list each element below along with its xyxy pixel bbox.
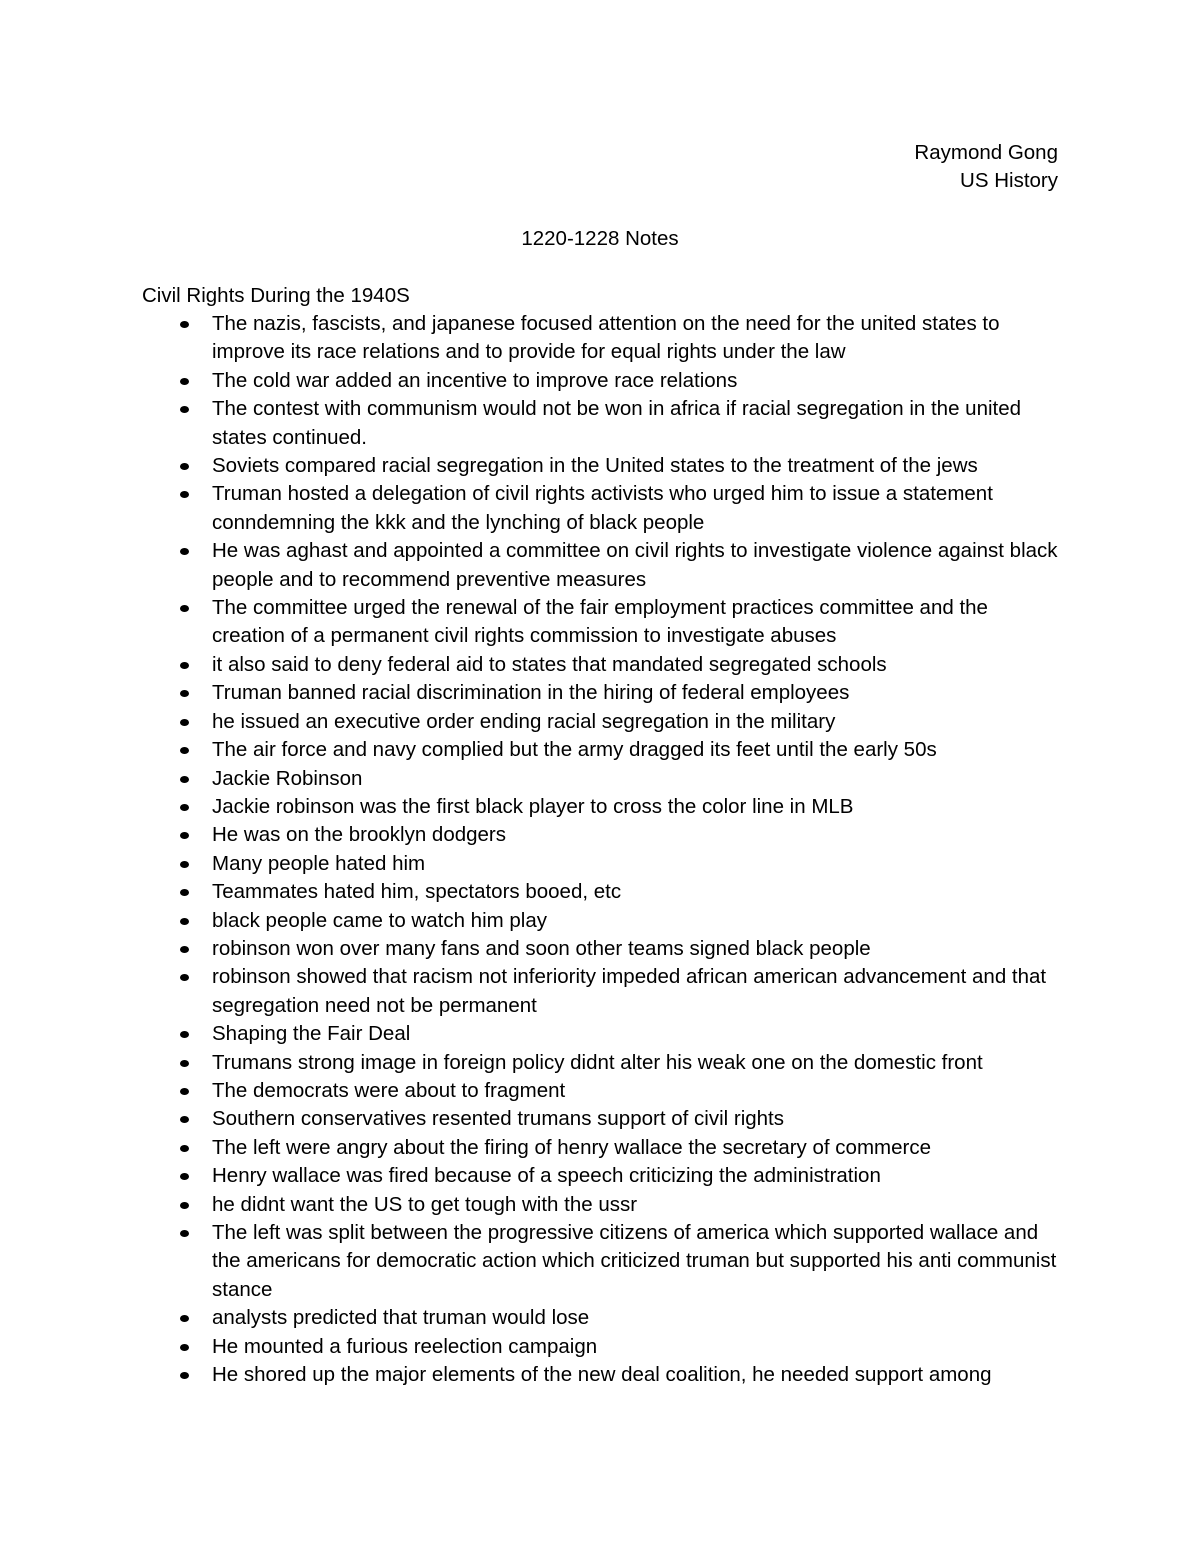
list-item xyxy=(212,935,1062,963)
list-item-text: Teammates hated him, spectators booed, etc xyxy=(212,880,622,904)
list-item-text: he didnt want the US to get tough with the ussr xyxy=(212,1192,638,1216)
bullet-icon xyxy=(180,406,189,413)
list-item xyxy=(212,963,1062,1020)
list-item-text: The left were angry about the firing of henry wallace the secretary of commerce xyxy=(212,1135,931,1159)
list-item xyxy=(212,736,1062,764)
list-item xyxy=(212,1049,1062,1077)
bullet-icon xyxy=(180,378,189,385)
bullet-icon xyxy=(180,548,189,555)
list-item-text: The committee urged the renewal of the fair employment practices committee and the creation of a permanent civil rights commission to investigate abuses xyxy=(212,596,988,648)
list-item-text: He was on the brooklyn dodgers xyxy=(212,823,507,847)
list-item xyxy=(212,1134,1062,1162)
list-item-text: The democrats were about to fragment xyxy=(212,1078,566,1102)
bullet-icon xyxy=(180,747,189,754)
list-item xyxy=(212,452,1062,480)
course-name: US History xyxy=(960,169,1058,193)
list-item xyxy=(212,1333,1062,1361)
list-item xyxy=(212,1105,1062,1133)
list-item-text: Jackie robinson was the first black player to cross the color line in MLB xyxy=(212,794,854,818)
list-item-text: The nazis, fascists, and japanese focused attention on the need for the united states to improve its race relations and to provide for equal rights under the law xyxy=(212,312,1000,364)
bullet-icon xyxy=(180,690,189,697)
list-item-text: Trumans strong image in foreign policy didnt alter his weak one on the domestic front xyxy=(212,1050,983,1074)
list-item xyxy=(212,1077,1062,1105)
bullet-icon xyxy=(180,1031,189,1038)
bullet-icon xyxy=(180,1202,189,1209)
bullet-icon xyxy=(180,1060,189,1067)
list-item-text: The air force and navy complied but the army dragged its feet until the early 50s xyxy=(212,738,937,762)
list-item xyxy=(212,850,1062,878)
list-item xyxy=(212,480,1062,537)
list-item-text: Shaping the Fair Deal xyxy=(212,1022,411,1046)
bullet-icon xyxy=(180,946,189,953)
bullet-icon xyxy=(180,889,189,896)
list-item xyxy=(212,765,1062,793)
section-heading: Civil Rights During the 1940S xyxy=(142,284,410,307)
list-item-text: Soviets compared racial segregation in the United states to the treatment of the jews xyxy=(212,454,978,478)
list-item-text: Southern conservatives resented trumans support of civil rights xyxy=(212,1107,784,1131)
list-item-text: it also said to deny federal aid to states that mandated segregated schools xyxy=(212,652,887,676)
list-item-text: The cold war added an incentive to improve race relations xyxy=(212,368,738,392)
bullet-icon xyxy=(180,1372,189,1379)
list-item-text: Henry wallace was fired because of a speech criticizing the administration xyxy=(212,1164,881,1188)
bullet-list xyxy=(212,310,1062,1389)
bullet-icon xyxy=(180,974,189,981)
list-item xyxy=(212,679,1062,707)
bullet-icon xyxy=(180,1315,189,1322)
list-item xyxy=(212,1191,1062,1219)
list-item-text: Truman banned racial discrimination in the hiring of federal employees xyxy=(212,681,850,705)
bullet-icon xyxy=(180,1230,189,1237)
bullet-icon xyxy=(180,491,189,498)
bullet-icon xyxy=(180,719,189,726)
bullet-icon xyxy=(180,321,189,328)
bullet-icon xyxy=(180,1173,189,1180)
list-item xyxy=(212,1020,1062,1048)
list-item-text: He was aghast and appointed a committee on civil rights to investigate violence against black people and to recommend preventive measures xyxy=(212,539,1058,591)
bullet-icon xyxy=(180,662,189,669)
list-item-text: black people came to watch him play xyxy=(212,908,548,932)
author-name: Raymond Gong xyxy=(914,141,1058,164)
list-item-text: Truman hosted a delegation of civil rights activists who urged him to issue a statement conndemning the kkk and the lynching of black people xyxy=(212,482,993,534)
bullet-icon xyxy=(180,605,189,612)
list-item xyxy=(212,708,1062,736)
document-title: 1220-1228 Notes xyxy=(521,227,679,250)
list-item xyxy=(212,878,1062,906)
list-item-text: He shored up the major elements of the new deal coalition, he needed support among xyxy=(212,1363,992,1387)
list-item-text: analysts predicted that truman would lose xyxy=(212,1306,590,1330)
bullet-icon xyxy=(180,776,189,783)
bullet-icon xyxy=(180,861,189,868)
list-item xyxy=(212,395,1062,452)
list-item xyxy=(212,1304,1062,1332)
list-item xyxy=(212,907,1062,935)
list-item xyxy=(212,537,1062,594)
bullet-icon xyxy=(180,1145,189,1152)
list-item-text: he issued an executive order ending racial segregation in the military xyxy=(212,709,836,733)
list-item xyxy=(212,1162,1062,1190)
bullet-icon xyxy=(180,1088,189,1095)
list-item-text: Jackie Robinson xyxy=(212,766,363,790)
list-item xyxy=(212,651,1062,679)
list-item-text: robinson won over many fans and soon other teams signed black people xyxy=(212,936,871,960)
bullet-icon xyxy=(180,1344,189,1351)
list-item xyxy=(212,594,1062,651)
list-item-text: The left was split between the progressive citizens of america which supported wallace and the americans for democratic action which criticized truman but supported his anti communist stance xyxy=(212,1221,1057,1301)
list-item xyxy=(212,821,1062,849)
list-item xyxy=(212,367,1062,395)
list-item-text: He mounted a furious reelection campaign xyxy=(212,1334,598,1358)
bullet-icon xyxy=(180,832,189,839)
bullet-icon xyxy=(180,918,189,925)
bullet-icon xyxy=(180,804,189,811)
list-item xyxy=(212,1219,1062,1304)
list-item xyxy=(212,310,1062,367)
list-item-text: Many people hated him xyxy=(212,851,426,875)
document-header xyxy=(914,139,1058,196)
list-item xyxy=(212,793,1062,821)
bullet-icon xyxy=(180,1116,189,1123)
list-item-text: The contest with communism would not be won in africa if racial segregation in the united states continued. xyxy=(212,397,1022,449)
list-item xyxy=(212,1361,1062,1389)
list-item-text: robinson showed that racism not inferiority impeded african american advancement and that segregation need not be permanent xyxy=(212,965,1047,1017)
bullet-icon xyxy=(180,463,189,470)
